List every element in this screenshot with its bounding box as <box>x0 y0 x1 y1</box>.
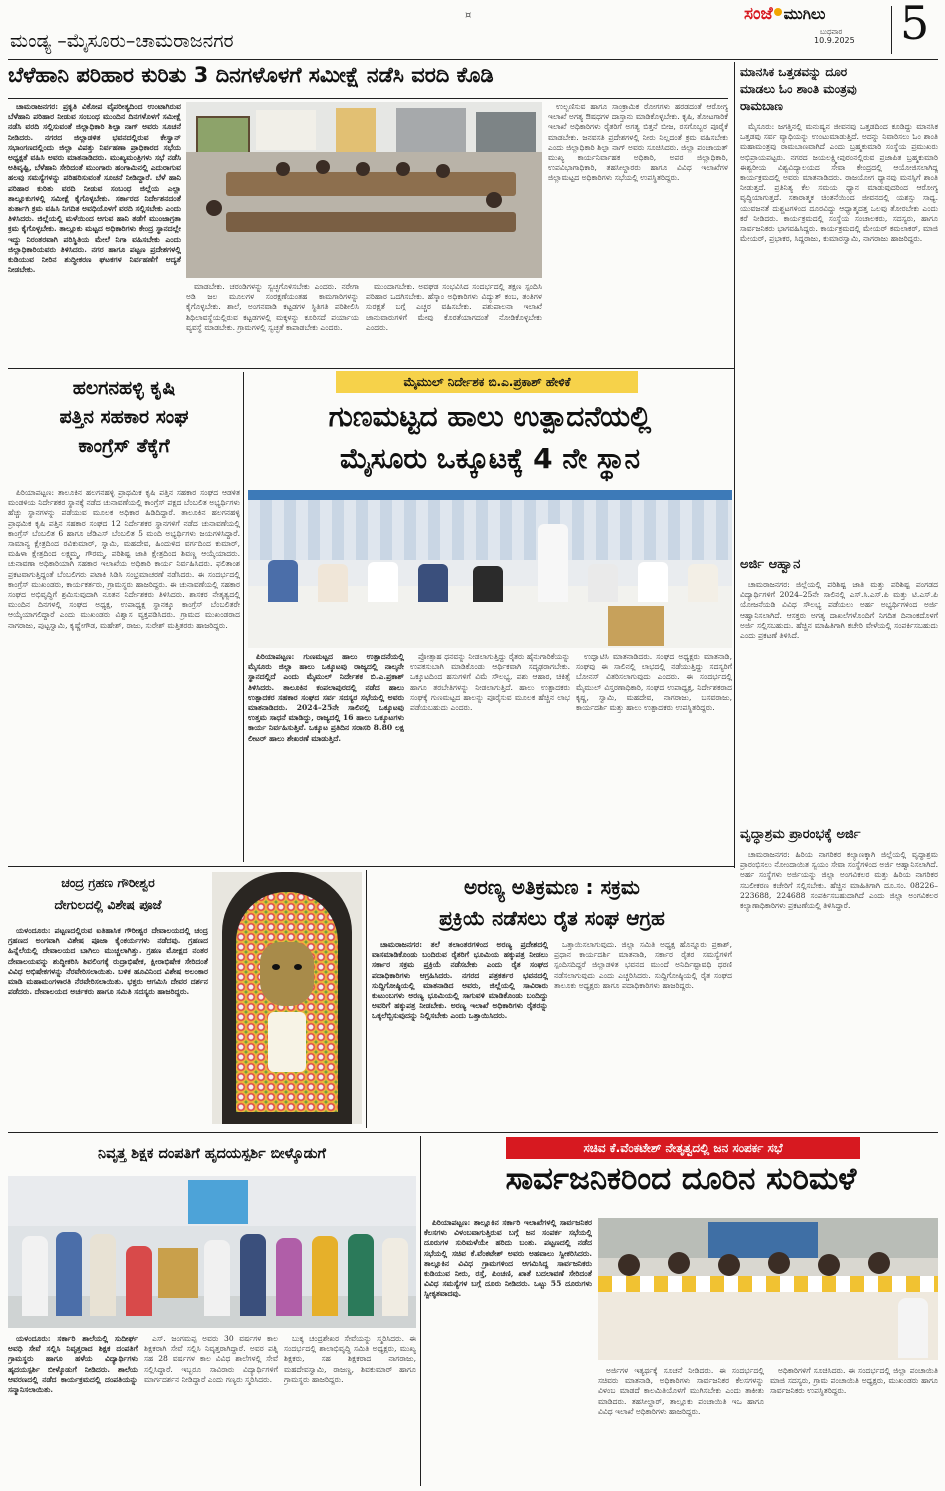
story1-col3: ಮುಂದಾಗಬೇಕು. ಅವಘಡ ಸಂಭವಿಸಿದ ಸಂದರ್ಭದಲ್ಲಿ ತಕ್ಷಣ ಸ್ಪಂದಿಸಿ ಪರಿಹಾರ ಒದಗಿಸಬೇಕು. ಹೆಸ್ಕಾಂ ಅಧಿಕಾರಿಗಳು ವಿದ್ಯುತ್ ಕಂಬ, ತಂತಿಗಳ ಸುರಕ್ಷತೆ ಬಗ್ಗೆ ಎಚ್ಚರ ವಹಿಸಬೇಕು. ಪಶುಪಾಲನಾ ಇಲಾಖೆ ಜಾನುವಾರುಗಳಿಗೆ ಮೇವು ಕೊರತೆಯಾಗದಂತೆ ನೋಡಿಕೊಳ್ಳಬೇಕು ಎಂದರು. <box>366 282 542 332</box>
story1-headline: ಬೆಳೆಹಾನಿ ಪರಿಹಾರ ಕುರಿತು 3 ದಿನಗಳೊಳಗೆ ಸಮೀಕ್ಷೆ ನಡೆಸಿ ವರದಿ ಕೊಡಿ <box>8 64 494 87</box>
story7-col2: ಅರ್ಜಿಗಳ ಇತ್ಯರ್ಥಕ್ಕೆ ಸೂಚನೆ ನೀಡಿದರು. ಈ ಸಂದರ್ಭದಲ್ಲಿ ಸಚಿವರು ಮಾತನಾಡಿ, ಅಧಿಕಾರಿಗಳು ಸಾರ್ವಜನಿಕರ ಕೆಲಸಗಳನ್ನು ವಿಳಂಬ ಮಾಡದೆ ಕಾಲಮಿತಿಯೊಳಗೆ ಮುಗಿಸಬೇಕು ಎಂದು ತಾಕೀತು ಮಾಡಿದರು. ತಹಸೀಲ್ದಾರ್, ತಾಲ್ಲೂಕು ಪಂಚಾಯಿತಿ ಇಒ ಹಾಗೂ ವಿವಿಧ ಇಲಾಖೆ ಅಧಿಕಾರಿಗಳು ಹಾಜರಿದ್ದರು. <box>598 1366 764 1416</box>
story4-headline: ಚಂದ್ರ ಗ್ರಹಣ ಗೌರೀಶ್ವರ ದೇಗುಲದಲ್ಲಿ ವಿಶೇಷ ಪೂಜೆ <box>54 875 162 912</box>
dairy-meeting-stage-photo <box>248 490 732 648</box>
public-meeting-photo <box>598 1218 938 1360</box>
notice1-body: ಚಾಮರಾಜನಗರ: ಜಿಲ್ಲೆಯಲ್ಲಿ ಪರಿಶಿಷ್ಟ ಜಾತಿ ಮತ್ತು ಪರಿಶಿಷ್ಟ ಪಂಗಡದ ವಿದ್ಯಾರ್ಥಿಗಳಿಗೆ 2024–25ನೇ ಸಾಲಿನಲ್ಲಿ ಎಸ್.ಸಿ.ಎಸ್.ಪಿ ಮತ್ತು ಟಿ.ಎಸ್.ಪಿ ಯೋಜನೆಯಡಿ ವಿವಿಧ ಸೌಲಭ್ಯ ಪಡೆಯಲು ಅರ್ಹ ಅಭ್ಯರ್ಥಿಗಳಿಂದ ಅರ್ಜಿ ಆಹ್ವಾನಿಸಲಾಗಿದೆ. ಆಸಕ್ತರು ಅಗತ್ಯ ದಾಖಲೆಗಳೊಂದಿಗೆ ನಿಗದಿತ ದಿನಾಂಕದೊಳಗೆ ಅರ್ಜಿ ಸಲ್ಲಿಸಬಹುದು. ಹೆಚ್ಚಿನ ಮಾಹಿತಿಗಾಗಿ ಕಚೇರಿ ವೇಳೆಯಲ್ಲಿ ಸಂಪರ್ಕಿಸಬಹುದು ಎಂದು ಪ್ರಕಟಣೆ ತಿಳಿಸಿದೆ. <box>740 580 938 641</box>
brand-sanje: ಸಂಜೆ <box>744 4 773 24</box>
story1-col1: ಚಾಮರಾಜನಗರ: ಪ್ರಕೃತಿ ವಿಕೋಪ ವೈಪರೀತ್ಯದಿಂದ ಉಂಟಾಗಿರುವ ಬೆಳೆಹಾನಿ ಪರಿಹಾರ ನೀಡುವ ಸಂಬಂಧ ಮುಂದಿನ ದಿನಗಳೊಳಗೆ ಸಮೀಕ್ಷೆ ನಡೆಸಿ ವರದಿ ಸಲ್ಲಿಸುವಂತೆ ಜಿಲ್ಲಾಧಿಕಾರಿ ಶಿಲ್ಪಾ ನಾಗ್ ಅವರು ಸೂಚನೆ ನೀಡಿದರು. ನಗರದ ಜಿಲ್ಲಾಡಳಿತ ಭವನದಲ್ಲಿರುವ ಕೇಸ್ವಾನ್ ಸಭಾಂಗಣದಲ್ಲಿಂದು ಜಿಲ್ಲಾ ವಿಪತ್ತು ನಿರ್ವಹಣಾ ಪ್ರಾಧಿಕಾರದ ಸಭೆಯ ಅಧ್ಯಕ್ಷತೆ ವಹಿಸಿ ಅವರು ಮಾತನಾಡಿದರು. ಮುಖ್ಯಮಂತ್ರಿಗಳು ಸಭೆ ನಡೆಸಿ ಅತಿವೃಷ್ಟಿ, ಬೆಳೆಹಾನಿ ಸೇರಿದಂತೆ ಮುಂಗಾರು ಹಂಗಾಮಿನಲ್ಲಿ ಎದುರಾಗುವ ಹಲವು ಸಮಸ್ಯೆಗಳನ್ನು ಪರಿಹರಿಸುವಂತೆ ಸೂಚನೆ ನೀಡಿದ್ದಾರೆ. ಬೆಳೆ ಹಾನಿ ಪರಿಹಾರ ಕುರಿತು ವರದಿ ನೀಡುವ ಸಂಬಂಧ ಜಿಲ್ಲೆಯ ಎಲ್ಲಾ ತಾಲ್ಲೂಕುಗಳಲ್ಲಿ ಸಮೀಕ್ಷೆ ಕೈಗೊಳ್ಳಬೇಕು. ಸರ್ಕಾರದ ನಿರ್ದೇಶನದಂತೆ ತುರ್ತಾಗಿ ಕ್ರಮ ವಹಿಸಿ ನಿಗದಿತ ಅವಧಿಯೊಳಗೆ ವರದಿ ಸಲ್ಲಿಸಬೇಕು ಎಂದು ತಿಳಿಸಿದರು. ಜಿಲ್ಲೆಯಲ್ಲಿ ಮಳೆಯಿಂದ ಆಗುವ ಹಾನಿ ತಡೆಗೆ ಮುಂಜಾಗ್ರತಾ ಕ್ರಮ ಕೈಗೊಳ್ಳಬೇಕು. ತಾಲ್ಲೂಕು ಮಟ್ಟದ ಅಧಿಕಾರಿಗಳು ಕೇಂದ್ರ ಸ್ಥಾನದಲ್ಲೇ ಇದ್ದು ನಿರಂತರವಾಗಿ ಪರಿಸ್ಥಿತಿಯ ಮೇಲೆ ನಿಗಾ ವಹಿಸಬೇಕು ಎಂದು ಜಿಲ್ಲಾಧಿಕಾರಿಯವರು ತಿಳಿಸಿದರು. ನಗರ ಹಾಗೂ ಪಟ್ಟಣ ಪ್ರದೇಶಗಳಲ್ಲಿ ಕುಡಿಯುವ ನೀರಿನ ಶುದ್ಧೀಕರಣ ಘಟಕಗಳ ನಿರ್ವಹಣೆಗೆ ಆದ್ಯತೆ ನೀಡಬೇಕು. <box>8 102 181 275</box>
story5-col2: ಒತ್ತಾಯಿಸಲಾಗುವುದು. ಜಿಲ್ಲಾ ಸಮಿತಿ ಅಧ್ಯಕ್ಷ ಹೊನ್ನೂರು ಪ್ರಕಾಶ್, ಪ್ರಧಾನ ಕಾರ್ಯದರ್ಶಿ ಮಾತನಾಡಿ, ಸರ್ಕಾರ ರೈತರ ಸಮಸ್ಯೆಗಳಿಗೆ ಸ್ಪಂದಿಸದಿದ್ದರೆ ಜಿಲ್ಲಾಡಳಿತ ಭವನದ ಮುಂದೆ ಅನಿರ್ದಿಷ್ಟಾವಧಿ ಧರಣಿ ನಡೆಸಲಾಗುವುದು ಎಂದು ಎಚ್ಚರಿಸಿದರು. ಸುದ್ದಿಗೋಷ್ಠಿಯಲ್ಲಿ ರೈತ ಸಂಘದ ತಾಲೂಕು ಅಧ್ಯಕ್ಷರು ಹಾಗೂ ಪದಾಧಿಕಾರಿಗಳು ಹಾಜರಿದ್ದರು. <box>554 940 732 990</box>
story3-col1: ಪಿರಿಯಾಪಟ್ಟಣ: ಗುಣಮಟ್ಟದ ಹಾಲು ಉತ್ಪಾದನೆಯಲ್ಲಿ ಮೈಸೂರು ಜಿಲ್ಲಾ ಹಾಲು ಒಕ್ಕೂಟವು ರಾಜ್ಯದಲ್ಲಿ ನಾಲ್ಕನೇ ಸ್ಥಾನದಲ್ಲಿದೆ ಎಂದು ಮೈಮುಲ್ ನಿರ್ದೇಶಕ ಬಿ.ಎ.ಪ್ರಕಾಶ್ ತಿಳಿಸಿದರು. ತಾಲೂಕಿನ ಕಂಪಲಾಪುರದಲ್ಲಿ ನಡೆದ ಹಾಲು ಉತ್ಪಾದಕರ ಸಹಕಾರ ಸಂಘದ ಸರ್ವ ಸದಸ್ಯರ ಸಭೆಯಲ್ಲಿ ಅವರು ಮಾತನಾಡಿದರು. 2024–25ನೇ ಸಾಲಿನಲ್ಲಿ ಒಕ್ಕೂಟವು ಉತ್ತಮ ಸಾಧನೆ ಮಾಡಿದ್ದು, ರಾಜ್ಯದಲ್ಲಿ 16 ಹಾಲು ಒಕ್ಕೂಟಗಳು ಕಾರ್ಯ ನಿರ್ವಹಿಸುತ್ತಿವೆ. ಒಕ್ಕೂಟ ಪ್ರತಿದಿನ ಸರಾಸರಿ 8.80 ಲಕ್ಷ ಲೀಟರ್ ಹಾಲು ಶೇಖರಣೆ ಮಾಡುತ್ತಿದೆ. <box>248 652 404 743</box>
story6-headline: ನಿವೃತ್ತ ಶಿಕ್ಷಕ ದಂಪತಿಗೆ ಹೃದಯಸ್ಪರ್ಶಿ ಬೀಳ್ಕೊಡುಗೆ <box>98 1146 326 1162</box>
story3-kicker: ಮೈಮುಲ್ ನಿರ್ದೇಶಕ ಬಿ.ಎ.ಪ್ರಕಾಶ್ ಹೇಳಿಕೆ <box>336 371 638 393</box>
story7-kicker: ಸಚಿವ ಕೆ.ವೆಂಕಟೇಶ್ ನೇತೃತ್ವದಲ್ಲಿ ಜನ ಸಂಪರ್ಕ ಸಭೆ <box>506 1137 860 1159</box>
story7-headline: ಸಾರ್ವಜನಿಕರಿಂದ ದೂರಿನ ಸುರಿಮಳೆ <box>505 1162 857 1197</box>
story1-col2: ಮಾಡಬೇಕು. ಚರಂಡಿಗಳನ್ನು ಸ್ವಚ್ಛಗೊಳಿಸಬೇಕು ಎಂದರು. ನರೇಗಾ ಅಡಿ ಜಲ ಮೂಲಗಳ ಸಂರಕ್ಷಣೆಯಂತಹ ಕಾಮಗಾರಿಗಳನ್ನು ಕೈಗೊಳ್ಳಬೇಕು. ಶಾಲೆ, ಅಂಗನವಾಡಿ ಕಟ್ಟಡಗಳ ಸ್ಥಿತಿಗತಿ ಪರಿಶೀಲಿಸಿ ಶಿಥಿಲಾವಸ್ಥೆಯಲ್ಲಿರುವ ಕಟ್ಟಡಗಳಲ್ಲಿ ಮಕ್ಕಳನ್ನು ಕೂರಿಸದೆ ಪರ್ಯಾಯ ವ್ಯವಸ್ಥೆ ಮಾಡಬೇಕು. ಗ್ರಾಮಗಳಲ್ಲಿ ಸ್ವಚ್ಛತೆ ಕಾಪಾಡಬೇಕು ಎಂದರು. <box>186 282 359 332</box>
story3-col2: ಪ್ರೋತ್ಸಾಹ ಧನವನ್ನು ನೀಡಲಾಗುತ್ತಿದ್ದು ರೈತರು ಹೈನುಗಾರಿಕೆಯನ್ನು ಉಪಕಸುಬಾಗಿ ಮಾಡಿಕೊಂಡು ಆರ್ಥಿಕವಾಗಿ ಸದೃಢರಾಗಬೇಕು. ಒಕ್ಕೂಟದಿಂದ ಹಸುಗಳಿಗೆ ವಿಮೆ ಸೌಲಭ್ಯ, ಪಶು ಆಹಾರ, ಚಿಕಿತ್ಸೆ ಹಾಗೂ ತರಬೇತಿಗಳನ್ನು ನೀಡಲಾಗುತ್ತಿದೆ. ಹಾಲು ಉತ್ಪಾದಕರು ಸಂಘಕ್ಕೆ ಗುಣಮಟ್ಟದ ಹಾಲನ್ನು ಪೂರೈಸುವ ಮೂಲಕ ಹೆಚ್ಚಿನ ಲಾಭ ಪಡೆಯಬಹುದು ಎಂದರು. <box>410 652 570 713</box>
story6-col1: ಯಳಂದೂರು: ಸರ್ಕಾರಿ ಶಾಲೆಯಲ್ಲಿ ಸುದೀರ್ಘ ಅವಧಿ ಸೇವೆ ಸಲ್ಲಿಸಿ ನಿವೃತ್ತರಾದ ಶಿಕ್ಷಕ ದಂಪತಿಗೆ ಗ್ರಾಮಸ್ಥರು ಹಾಗೂ ಹಳೆಯ ವಿದ್ಯಾರ್ಥಿಗಳು ಹೃದಯಸ್ಪರ್ಶಿ ಬೀಳ್ಕೊಡುಗೆ ನೀಡಿದರು. ಶಾಲೆಯ ಆವರಣದಲ್ಲಿ ನಡೆದ ಕಾರ್ಯಕ್ರಮದಲ್ಲಿ ದಂಪತಿಯನ್ನು ಸನ್ಮಾನಿಸಲಾಯಿತು. <box>8 1334 138 1395</box>
notice2-body: ಚಾಮರಾಜನಗರ: ಹಿರಿಯ ನಾಗರಿಕರ ಕಲ್ಯಾಣಕ್ಕಾಗಿ ಜಿಲ್ಲೆಯಲ್ಲಿ ವೃದ್ಧಾಶ್ರಮ ಪ್ರಾರಂಭಿಸಲು ನೋಂದಾಯಿತ ಸ್ವಯಂ ಸೇವಾ ಸಂಸ್ಥೆಗಳಿಂದ ಅರ್ಜಿ ಆಹ್ವಾನಿಸಲಾಗಿದೆ. ಅರ್ಹ ಸಂಸ್ಥೆಗಳು ಅರ್ಜಿಯನ್ನು ಜಿಲ್ಲಾ ಅಂಗವಿಕಲರ ಮತ್ತು ಹಿರಿಯ ನಾಗರಿಕರ ಸಬಲೀಕರಣ ಕಚೇರಿಗೆ ಸಲ್ಲಿಸಬೇಕು. ಹೆಚ್ಚಿನ ಮಾಹಿತಿಗಾಗಿ ದೂ.ಸಂ. 08226–223688, 224688 ಸಂಪರ್ಕಿಸಬಹುದಾಗಿದೆ ಎಂದು ಜಿಲ್ಲಾ ಅಂಗವಿಕಲರ ಕಲ್ಯಾಣಾಧಿಕಾರಿಗಳು ಪ್ರಕಟಣೆಯಲ್ಲಿ ತಿಳಿಸಿದ್ದಾರೆ. <box>740 850 938 911</box>
story1-col4: ಉಲ್ಬಣಿಸುವ ಹಾಗೂ ಸಾಂಕ್ರಾಮಿಕ ರೋಗಗಳು ಹರಡದಂತೆ ಆರೋಗ್ಯ ಇಲಾಖೆ ಅಗತ್ಯ ಔಷಧಗಳ ದಾಸ್ತಾನು ಮಾಡಿಕೊಳ್ಳಬೇಕು. ಕೃಷಿ, ತೋಟಗಾರಿಕೆ ಇಲಾಖೆ ಅಧಿಕಾರಿಗಳು ರೈತರಿಗೆ ಅಗತ್ಯ ಬಿತ್ತನೆ ಬೀಜ, ರಸಗೊಬ್ಬರ ಪೂರೈಕೆ ಮಾಡಬೇಕು. ಜನವಸತಿ ಪ್ರದೇಶಗಳಲ್ಲಿ ನೀರು ನಿಲ್ಲದಂತೆ ಕ್ರಮ ವಹಿಸಬೇಕು ಎಂದು ಜಿಲ್ಲಾಧಿಕಾರಿ ಶಿಲ್ಪಾ ನಾಗ್ ಅವರು ಸೂಚಿಸಿದರು. ಜಿಲ್ಲಾ ಪಂಚಾಯತ್ ಮುಖ್ಯ ಕಾರ್ಯನಿರ್ವಾಹಕ ಅಧಿಕಾರಿ, ಅಪರ ಜಿಲ್ಲಾಧಿಕಾರಿ, ಉಪವಿಭಾಗಾಧಿಕಾರಿ, ತಹಸೀಲ್ದಾರರು ಹಾಗೂ ವಿವಿಧ ಇಲಾಖೆಗಳ ಜಿಲ್ಲಾಮಟ್ಟದ ಅಧಿಕಾರಿಗಳು ಸಭೆಯಲ್ಲಿ ಉಪಸ್ಥಿತರಿದ್ದರು. <box>548 102 728 183</box>
story2-body: ಪಿರಿಯಾಪಟ್ಟಣ: ತಾಲೂಕಿನ ಹಲಗನಹಳ್ಳಿ ಪ್ರಾಥಮಿಕ ಕೃಷಿ ಪತ್ತಿನ ಸಹಕಾರ ಸಂಘದ ಆಡಳಿತ ಮಂಡಳಿಯ ನಿರ್ದೇಶಕರ ಸ್ಥಾನಕ್ಕೆ ನಡೆದ ಚುನಾವಣೆಯಲ್ಲಿ ಕಾಂಗ್ರೆಸ್ ಪಕ್ಷದ ಬೆಂಬಲಿತ ಅಭ್ಯರ್ಥಿಗಳು ಹೆಚ್ಚು ಸ್ಥಾನಗಳನ್ನು ಪಡೆಯುವ ಮೂಲಕ ಅಧಿಕಾರ ಹಿಡಿದಿದ್ದಾರೆ. ತಾಲೂಕಿನ ಹಲಗನಹಳ್ಳಿ ಪ್ರಾಥಮಿಕ ಕೃಷಿ ಪತ್ತಿನ ಸಹಕಾರ ಸಂಘದ 12 ನಿರ್ದೇಶಕರ ಸ್ಥಾನಗಳಿಗೆ ನಡೆದ ಚುನಾವಣೆಯಲ್ಲಿ ಕಾಂಗ್ರೆಸ್ ಬೆಂಬಲಿತ 6 ಹಾಗೂ ಜೆಡಿಎಸ್ ಬೆಂಬಲಿತ 5 ಮಂದಿ ಅಭ್ಯರ್ಥಿಗಳು ಜಯಗಳಿಸಿದ್ದಾರೆ. ಸಾಮಾನ್ಯ ಕ್ಷೇತ್ರದಿಂದ ರವಿಕುಮಾರ್, ಸ್ವಾಮಿ, ಮಹದೇವ, ಹಿಂದುಳಿದ ವರ್ಗದಿಂದ ಕುಮಾರ್, ಮಹಿಳಾ ಕ್ಷೇತ್ರದಿಂದ ಲಕ್ಷ್ಮಮ್ಮ, ಗೌರಮ್ಮ, ಪರಿಶಿಷ್ಟ ಜಾತಿ ಕ್ಷೇತ್ರದಿಂದ ಶಿವಣ್ಣ ಆಯ್ಕೆಯಾದರು. ಚುನಾವಣಾ ಅಧಿಕಾರಿಯಾಗಿ ಸಹಕಾರ ಇಲಾಖೆಯ ಅಧಿಕಾರಿ ಕಾರ್ಯ ನಿರ್ವಹಿಸಿದರು. ಫಲಿತಾಂಶ ಪ್ರಕಟವಾಗುತ್ತಿದ್ದಂತೆ ಬೆಂಬಲಿಗರು ಪಟಾಕಿ ಸಿಡಿಸಿ ಸಂಭ್ರಮಾಚರಣೆ ನಡೆಸಿದರು. ಈ ಸಂದರ್ಭದಲ್ಲಿ ಕಾಂಗ್ರೆಸ್ ಮುಖಂಡರು, ಕಾರ್ಯಕರ್ತರು, ಗ್ರಾಮಸ್ಥರು ಹಾಜರಿದ್ದರು. ಈ ಚುನಾವಣೆಯಲ್ಲಿ ಸಹಕಾರ ಸಂಘದ ಅಭಿವೃದ್ಧಿಗೆ ಶ್ರಮಿಸುವುದಾಗಿ ನೂತನ ನಿರ್ದೇಶಕರು ತಿಳಿಸಿದರು. ಶಾಸಕರ ನೇತೃತ್ವದಲ್ಲಿ ಮುಂದಿನ ದಿನಗಳಲ್ಲಿ ಸಂಘದ ಅಧ್ಯಕ್ಷ, ಉಪಾಧ್ಯಕ್ಷ ಸ್ಥಾನಕ್ಕೂ ಕಾಂಗ್ರೆಸ್ ಬೆಂಬಲಿತರೇ ಆಯ್ಕೆಯಾಗಲಿದ್ದಾರೆ ಎಂದು ಮುಖಂಡರು ವಿಶ್ವಾಸ ವ್ಯಕ್ತಪಡಿಸಿದರು. ಗ್ರಾಮದ ಮುಖಂಡರಾದ ನಾಗರಾಜು, ಪುಟ್ಟಸ್ವಾಮಿ, ಕೃಷ್ಣೇಗೌಡ, ಮಹೇಶ್, ರಾಜು, ಸುರೇಶ್ ಮತ್ತಿತರರು ಹಾಜರಿದ್ದರು. <box>8 488 240 630</box>
story5-headline: ಅರಣ್ಯ ಅತಿಕ್ರಮಣ : ಸಕ್ರಮ ಪ್ರಕ್ರಿಯೆ ನಡೆಸಲು ರೈತ ಸಂಘ ಆಗ್ರಹ <box>439 875 665 930</box>
notice1-headline: ಅರ್ಜಿ ಆಹ್ವಾನ <box>740 558 801 572</box>
top-mark: ¤ <box>465 10 472 21</box>
story3-col3: ಉದ್ಘಾಟಿಸಿ ಮಾತನಾಡಿದರು. ಸಂಘದ ಅಧ್ಯಕ್ಷರು ಮಾತನಾಡಿ, ಸಂಘವು ಈ ಸಾಲಿನಲ್ಲಿ ಲಾಭದಲ್ಲಿ ನಡೆಯುತ್ತಿದ್ದು ಸದಸ್ಯರಿಗೆ ಬೋನಸ್ ವಿತರಿಸಲಾಗುವುದು ಎಂದರು. ಈ ಸಂದರ್ಭದಲ್ಲಿ ಮೈಮುಲ್ ವಿಸ್ತರಣಾಧಿಕಾರಿ, ಸಂಘದ ಉಪಾಧ್ಯಕ್ಷ, ನಿರ್ದೇಶಕರಾದ ಕೃಷ್ಣ, ಸ್ವಾಮಿ, ಮಹದೇವ, ನಾಗರಾಜು, ಬಸವರಾಜು, ಕಾರ್ಯದರ್ಶಿ ಮತ್ತು ಹಾಲು ಉತ್ಪಾದಕರು ಉಪಸ್ಥಿತರಿದ್ದರು. <box>576 652 732 713</box>
story7-col1: ಪಿರಿಯಾಪಟ್ಟಣ: ತಾಲ್ಲೂಕಿನ ಸರ್ಕಾರಿ ಇಲಾಖೆಗಳಲ್ಲಿ ಸಾರ್ವಜನಿಕರ ಕೆಲಸಗಳು ವಿಳಂಬವಾಗುತ್ತಿರುವ ಬಗ್ಗೆ ಜನ ಸಂಪರ್ಕ ಸಭೆಯಲ್ಲಿ ದೂರುಗಳ ಸುರಿಮಳೆಯೇ ಹರಿದು ಬಂತು. ಪಟ್ಟಣದಲ್ಲಿ ನಡೆದ ಸಭೆಯಲ್ಲಿ ಸಚಿವ ಕೆ.ವೆಂಕಟೇಶ್ ಅವರು ಅಹವಾಲು ಸ್ವೀಕರಿಸಿದರು. ತಾಲ್ಲೂಕಿನ ವಿವಿಧ ಗ್ರಾಮಗಳಿಂದ ಆಗಮಿಸಿದ್ದ ಸಾರ್ವಜನಿಕರು ಕುಡಿಯುವ ನೀರು, ರಸ್ತೆ, ಪಿಂಚಣಿ, ಖಾತೆ ಬದಲಾವಣೆ ಸೇರಿದಂತೆ ವಿವಿಧ ಸಮಸ್ಯೆಗಳ ಬಗ್ಗೆ ದೂರು ನೀಡಿದರು. ಒಟ್ಟು 55 ದೂರುಗಳು ಸ್ವೀಕೃತವಾದವು. <box>424 1218 592 1299</box>
sidebar-headline: ಮಾನಸಿಕ ಒತ್ತಡವನ್ನು ದೂರ ಮಾಡಲು ಓಂ ಶಾಂತಿ ಮಂತ್ರವು ರಾಮಬಾಣ <box>740 65 857 113</box>
story7-col3: ಅಧಿಕಾರಿಗಳಿಗೆ ಸೂಚಿಸಿದರು. ಈ ಸಂದರ್ಭದಲ್ಲಿ ಜಿಲ್ಲಾ ಪಂಚಾಯಿತಿ ಮಾಜಿ ಸದಸ್ಯರು, ಗ್ರಾಮ ಪಂಚಾಯಿತಿ ಅಧ್ಯಕ್ಷರು, ಮುಖಂಡರು ಹಾಗೂ ಸಾರ್ವಜನಿಕರು ಉಪಸ್ಥಿತರಿದ್ದರು. <box>770 1366 938 1396</box>
teachers-group-photo <box>8 1176 416 1328</box>
story6-col3: ಬುಕ್ಕ ಚಂದ್ರಶೇಖರ ಸೇವೆಯನ್ನು ಸ್ಮರಿಸಿದರು. ಈ ಸಂದರ್ಭದಲ್ಲಿ ಶಾಲಾಭಿವೃದ್ಧಿ ಸಮಿತಿ ಅಧ್ಯಕ್ಷರು, ಮುಖ್ಯ ಶಿಕ್ಷಕರು, ಸಹ ಶಿಕ್ಷಕರಾದ ನಾಗರಾಜು, ಮಹದೇವಸ್ವಾಮಿ, ರಾಜಣ್ಣ, ಶಿವಕುಮಾರ್ ಹಾಗೂ ಗ್ರಾಮಸ್ಥರು ಹಾಜರಿದ್ದರು. <box>284 1334 416 1384</box>
section-title: ಮಂಡ್ಯ –ಮೈಸೂರು–ಚಾಮರಾಜನಗರ <box>10 30 234 52</box>
meeting-hall-photo <box>186 102 542 278</box>
page-number: 5 <box>900 0 930 50</box>
issue-day: ಬುಧವಾರ <box>820 28 843 36</box>
sidebar-body: ಮೈಸೂರು: ಜಗತ್ತಿನಲ್ಲಿ ಮನುಷ್ಯನ ಜೀವನವು ಒತ್ತಡದಿಂದ ಕೂಡಿದ್ದು ಮಾನಸಿಕ ಒತ್ತಡವು ಸರ್ವ ವ್ಯಾಧಿಯನ್ನು ಉಂಟುಮಾಡುತ್ತಿದೆ. ಅದನ್ನು ನಿವಾರಿಸಲು ಓಂ ಶಾಂತಿ ಮಹಾಮಂತ್ರವು ರಾಮಬಾಣವಾಗಿದೆ ಎಂದು ಬ್ರಹ್ಮಕುಮಾರಿ ಸಂಸ್ಥೆಯ ಪ್ರಮುಖರು ಅಭಿಪ್ರಾಯಪಟ್ಟರು. ನಗರದ ಜಯಲಕ್ಷ್ಮೀಪುರಂನಲ್ಲಿರುವ ಪ್ರಜಾಪಿತ ಬ್ರಹ್ಮಕುಮಾರಿ ಈಶ್ವರೀಯ ವಿಶ್ವವಿದ್ಯಾಲಯದ ಸೇವಾ ಕೇಂದ್ರದಲ್ಲಿ ಆಯೋಜಿಸಲಾಗಿದ್ದ ಕಾರ್ಯಕ್ರಮದಲ್ಲಿ ಅವರು ಮಾತನಾಡಿದರು. ರಾಜಯೋಗ ಧ್ಯಾನವು ಮನಸ್ಸಿಗೆ ಶಾಂತಿ ನೀಡುತ್ತದೆ. ಪ್ರತಿನಿತ್ಯ ಕೆಲ ಸಮಯ ಧ್ಯಾನ ಮಾಡುವುದರಿಂದ ಆರೋಗ್ಯ ವೃದ್ಧಿಯಾಗುತ್ತದೆ. ಸಕಾರಾತ್ಮಕ ಚಿಂತನೆಯಿಂದ ಜೀವನದಲ್ಲಿ ಯಶಸ್ಸು ಸಾಧ್ಯ. ಯುವಜನತೆ ದುಶ್ಚಟಗಳಿಂದ ದೂರವಿದ್ದು ಆಧ್ಯಾತ್ಮದತ್ತ ಒಲವು ತೋರಬೇಕು ಎಂದು ಕರೆ ನೀಡಿದರು. ಕಾರ್ಯಕ್ರಮದಲ್ಲಿ ಸಂಸ್ಥೆಯ ಸಂಚಾಲಕರು, ಸದಸ್ಯರು, ಹಾಗೂ ಸಾರ್ವಜನಿಕರು ಭಾಗವಹಿಸಿದ್ದರು. ಕಾರ್ಯಕ್ರಮದಲ್ಲಿ ಮೇಯರ್ ಕಮಲಾಕರ್, ಮಾಜಿ ಮೇಯರ್, ಪ್ರಭಾಕರ, ಸಿದ್ದರಾಜು, ಕುಮಾರಸ್ವಾಮಿ, ನಾಗರಾಜು ಹಾಜರಿದ್ದರು. <box>740 122 938 244</box>
story5-col1: ಚಾಮರಾಜನಗರ: ತಲೆ ತಲಾಂತರಗಳಿಂದ ಅರಣ್ಯ ಪ್ರದೇಶದಲ್ಲಿ ವಾಸಮಾಡಿಕೊಂಡು ಬಂದಿರುವ ರೈತರಿಗೆ ಭೂಮಿಯ ಹಕ್ಕುಪತ್ರ ನೀಡಲು ಸರ್ಕಾರ ಸಕ್ರಮ ಪ್ರಕ್ರಿಯೆ ನಡೆಸಬೇಕು ಎಂದು ರೈತ ಸಂಘದ ಪದಾಧಿಕಾರಿಗಳು ಆಗ್ರಹಿಸಿದರು. ನಗರದ ಪತ್ರಕರ್ತರ ಭವನದಲ್ಲಿ ಸುದ್ದಿಗೋಷ್ಠಿಯಲ್ಲಿ ಮಾತನಾಡಿದ ಅವರು, ಜಿಲ್ಲೆಯಲ್ಲಿ ಸಾವಿರಾರು ಕುಟುಂಬಗಳು ಅರಣ್ಯ ಭೂಮಿಯಲ್ಲಿ ಸಾಗುವಳಿ ಮಾಡಿಕೊಂಡು ಬಂದಿದ್ದು ಅವರಿಗೆ ಹಕ್ಕುಪತ್ರ ನೀಡಬೇಕು. ಅರಣ್ಯ ಇಲಾಖೆ ಅಧಿಕಾರಿಗಳು ರೈತರನ್ನು ಒಕ್ಕಲೆಬ್ಬಿಸುವುದನ್ನು ನಿಲ್ಲಿಸಬೇಕು ಎಂದು ಒತ್ತಾಯಿಸಿದರು. <box>372 940 548 1021</box>
deity-idol-photo <box>212 872 362 1124</box>
sun-icon <box>774 8 782 16</box>
story4-body: ಯಳಂದೂರು: ಪಟ್ಟಣದಲ್ಲಿರುವ ಐತಿಹಾಸಿಕ ಗೌರೀಶ್ವರ ದೇವಾಲಯದಲ್ಲಿ ಚಂದ್ರ ಗ್ರಹಣದ ಅಂಗವಾಗಿ ವಿಶೇಷ ಪೂಜಾ ಕೈಂಕರ್ಯಗಳು ನಡೆದವು. ಗ್ರಹಣದ ಹಿನ್ನೆಲೆಯಲ್ಲಿ ದೇವಾಲಯದ ಬಾಗಿಲು ಮುಚ್ಚಲಾಗಿತ್ತು. ಗ್ರಹಣ ಮೋಕ್ಷದ ನಂತರ ದೇವಾಲಯವನ್ನು ಶುದ್ಧೀಕರಿಸಿ ಶಿವಲಿಂಗಕ್ಕೆ ರುದ್ರಾಭಿಷೇಕ, ಕ್ಷೀರಾಭಿಷೇಕ ಸೇರಿದಂತೆ ವಿವಿಧ ಅಭಿಷೇಕಗಳನ್ನು ನೆರವೇರಿಸಲಾಯಿತು. ಬಳಿಕ ಹೂವಿನಿಂದ ವಿಶೇಷ ಅಲಂಕಾರ ಮಾಡಿ ಮಹಾಮಂಗಳಾರತಿ ನೆರವೇರಿಸಲಾಯಿತು. ಭಕ್ತರು ಆಗಮಿಸಿ ದೇವರ ದರ್ಶನ ಪಡೆದರು. ದೇವಾಲಯದ ಅರ್ಚಕರು ಹಾಗೂ ಸಮಿತಿ ಸದಸ್ಯರು ಹಾಜರಿದ್ದರು. <box>8 926 208 997</box>
notice2-headline: ವೃದ್ಧಾಶ್ರಮ ಪ್ರಾರಂಭಕ್ಕೆ ಅರ್ಜಿ <box>740 828 861 842</box>
story6-col2: ಎಸ್. ಜಂಗಮಪ್ಪ ಅವರು 30 ವರ್ಷಗಳ ಕಾಲ ಶಿಕ್ಷಕರಾಗಿ ಸೇವೆ ಸಲ್ಲಿಸಿ ನಿವೃತ್ತರಾಗಿದ್ದಾರೆ. ಅವರ ಪತ್ನಿ ಸಹ 28 ವರ್ಷಗಳ ಕಾಲ ವಿವಿಧ ಶಾಲೆಗಳಲ್ಲಿ ಸೇವೆ ಸಲ್ಲಿಸಿದ್ದಾರೆ. ಇಬ್ಬರೂ ಸಾವಿರಾರು ವಿದ್ಯಾರ್ಥಿಗಳಿಗೆ ಮಾರ್ಗದರ್ಶನ ನೀಡಿದ್ದಾರೆ ಎಂದು ಗಣ್ಯರು ಸ್ಮರಿಸಿದರು. <box>144 1334 278 1384</box>
issue-date: 10.9.2025 <box>814 36 855 45</box>
masthead-logo <box>744 4 894 28</box>
brand-mugilu: ಮುಗಿಲು <box>783 5 826 23</box>
story2-headline: ಹಲಗನಹಳ್ಳಿ ಕೃಷಿ ಪತ್ತಿನ ಸಹಕಾರ ಸಂಘ ಕಾಂಗ್ರೆಸ್ ತೆಕ್ಕೆಗೆ <box>59 377 189 457</box>
story3-headline: ಗುಣಮಟ್ಟದ ಹಾಲು ಉತ್ಪಾದನೆಯಲ್ಲಿ ಮೈಸೂರು ಒಕ್ಕೂಟಕ್ಕೆ 4 ನೇ ಸ್ಥಾನ <box>328 400 652 475</box>
